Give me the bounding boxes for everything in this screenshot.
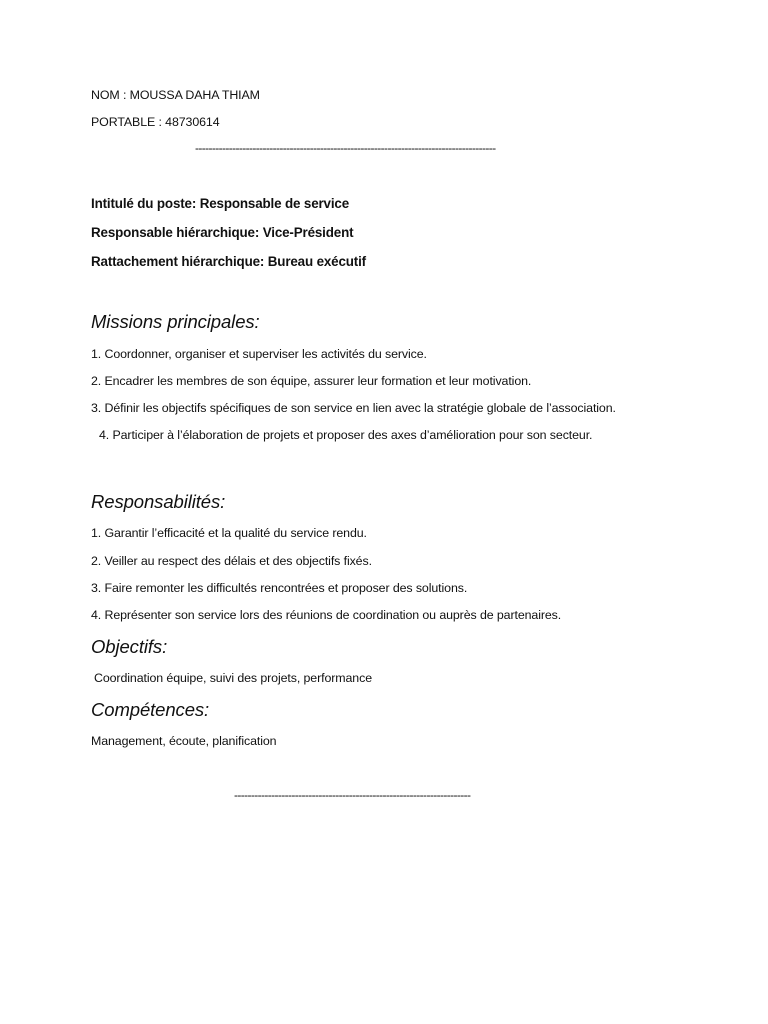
top-separator: ----------------------------------------------------------------------------------------- [195,141,496,155]
name-line: NOM : MOUSSA DAHA THIAM [91,88,260,102]
mission-item: 3. Définir les objectifs spécifiques de son service en lien avec la stratégie globale de l’association. [91,401,616,415]
bottom-separator: ---------------------------------------------------------------------- [234,788,471,802]
phone-line: PORTABLE : 48730614 [91,115,220,129]
attachment-line: Rattachement hiérarchique: Bureau exécutif [91,254,366,269]
skills-heading: Compétences: [91,699,210,720]
objectives-heading: Objectifs: [91,636,168,657]
mission-item: 1. Coordonner, organiser et superviser les activités du service. [91,347,427,361]
responsibility-item: 3. Faire remonter les difficultés rencontrées et proposer des solutions. [91,581,468,595]
objectives-text: Coordination équipe, suivi des projets, performance [94,671,372,685]
responsibility-item: 2. Veiller au respect des délais et des objectifs fixés. [91,554,372,568]
mission-item: 2. Encadrer les membres de son équipe, assurer leur formation et leur motivation. [91,374,532,388]
manager-line: Responsable hiérarchique: Vice-Président [91,225,354,240]
post-title-line: Intitulé du poste: Responsable de service [91,196,350,211]
skills-text: Management, écoute, planification [91,734,277,748]
responsibilities-heading: Responsabilités: [91,491,226,512]
responsibility-item: 1. Garantir l’efficacité et la qualité du service rendu. [91,526,367,540]
responsibility-item: 4. Représenter son service lors des réunions de coordination ou auprès de partenaires. [91,608,562,622]
mission-item: 4. Participer à l’élaboration de projets et proposer des axes d’amélioration pour son secteur. [99,428,593,442]
missions-heading: Missions principales: [91,311,260,332]
